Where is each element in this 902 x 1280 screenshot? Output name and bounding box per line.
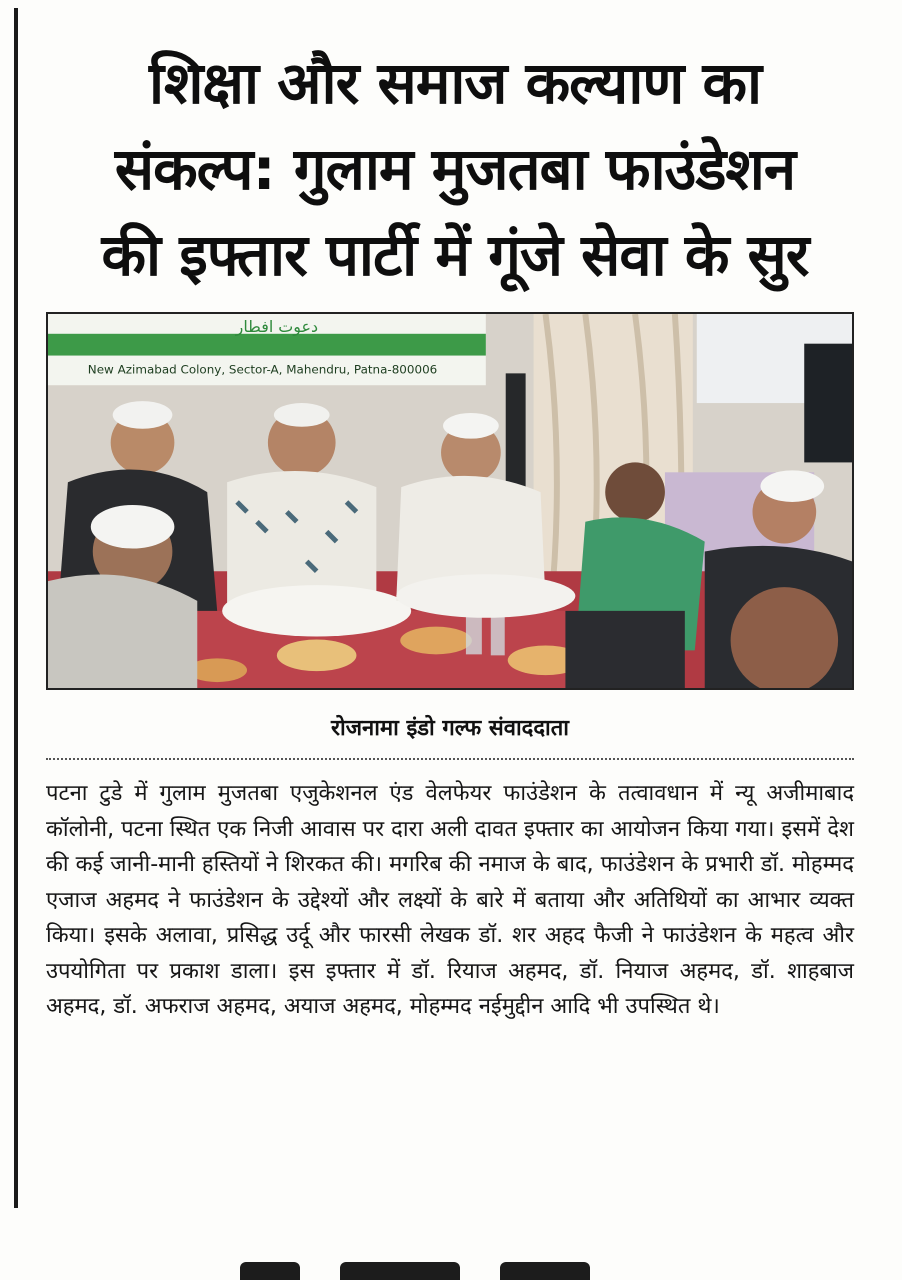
headline-line-3: की इफ्तार पार्टी में गूंजे सेवा के सुर: [101, 221, 809, 289]
headline-line-1: शिक्षा और समाज कल्याण का: [148, 49, 762, 117]
banner-address-text: New Azimabad Colony, Sector-A, Mahendru, Patna-800006: [87, 362, 438, 377]
television: [804, 344, 852, 463]
next-headline-fragment: [240, 1262, 720, 1280]
event-photo: [46, 312, 854, 690]
dotted-divider: [46, 758, 854, 760]
article-body: पटना टुडे में गुलाम मुजतबा एजुकेशनल एंड वेलफेयर फाउंडेशन के तत्वावधान में न्यू अजीमाबाद कॉलोनी, पटना स्थित एक निजी आवास पर दारा अली दावत इफ्तार का आयोजन किया गया। इसमें देश की कई जानी-मानी हस्तियों ने शिरकत की। मगरिब की नमाज के बाद, फाउंडेशन के प्रभारी डॉ. मोहम्मद एजाज अहमद ने फाउंडेशन के उद्देश्यों और लक्ष्यों के बारे में बताया और अतिथियों का आभार व्यक्त किया। इसके अलावा, प्रसिद्ध उर्दू और फारसी लेखक डॉ. शर अहद फैजी ने फाउंडेशन के महत्व और उपयोगिता पर प्रकाश डाला। इस इफ्तार में डॉ. रियाज अहमद, डॉ. नियाज अहमद, डॉ. शाहबाज अहमद, डॉ. अफराज अहमद, अयाज अहमद, मोहम्मद नईमुद्दीन आदि भी उपस्थित थे।: [46, 781, 854, 1019]
byline: रोजनामा इंडो गल्फ संवाददाता: [331, 716, 569, 741]
headline: [40, 40, 870, 298]
iftar-banner: [48, 314, 486, 385]
headline-line-2: संकल्प: गुलाम मुजतबा फाउंडेशन: [114, 135, 796, 203]
column-rule: [14, 8, 18, 1208]
banner-urdu-text: دعوت افطار: [235, 316, 319, 336]
